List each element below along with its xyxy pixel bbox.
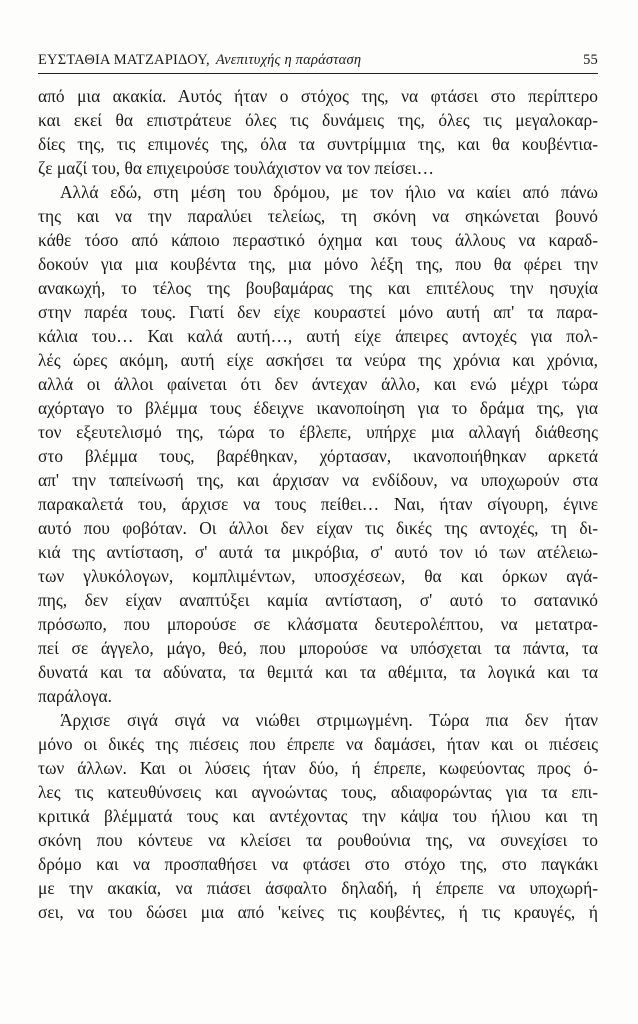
text-line: δοκούν για μια κουβέντα της, μια μόνο λέξη της, που θα φέρει την (38, 254, 598, 274)
header-rule (38, 73, 598, 74)
text-line: λες τις κατευθύνσεις και αγνοώντας τους, αδιαφορώντας για τα επι- (38, 782, 598, 802)
text-line: κιά της αντίσταση, σ' αυτά τα μικρόβια, σ' αυτό τον ιό των ατέλειω- (38, 542, 598, 562)
text-line: λές ώρες ακόμη, αυτή είχε ασκήσει τα νεύρα της χρόνια και χρόνια, (38, 350, 598, 370)
book-title: Ανεπιτυχής η παράσταση (215, 52, 362, 68)
paragraph-first-line: Αλλά εδώ, στη μέση του δρόμου, με τον ήλιο να καίει από πάνω (60, 182, 598, 202)
text-line: κριτικά βλέμματά τους και αντέχοντας την κάψα του ήλιου και τη (38, 806, 598, 826)
text-line: με την ακακία, να πιάσει άσφαλτο δηλαδή, ή έπρεπε να υποχωρή- (38, 878, 598, 898)
text-line: πρόσωπο, που μπορούσε σε κλάσματα δευτερολέπτου, να μετατρα- (38, 614, 598, 634)
text-line: σει, να του δώσει μια από 'κείνες τις κουβέντες, ή τις κραυγές, ή (38, 902, 598, 922)
running-header-author (38, 49, 361, 71)
text-line: πης, δεν είχαν αναπτύξει καμία αντίσταση, σ' αυτό το σατανικό (38, 590, 598, 610)
text-line: και εκεί θα επιστράτευε όλες τις δυνάμεις της, όλες τις μεγαλοκαρ- (38, 110, 598, 130)
text-line: των άλλων. Και οι λύσεις ήταν δύο, ή έπρεπε, κωφεύοντας προς ό- (38, 758, 598, 778)
text-line: παράλογα. (38, 686, 112, 706)
text-line: αυτό που φοβόταν. Οι άλλοι δεν είχαν τις δικές της αντοχές, τη δι- (38, 518, 598, 538)
text-line: των γλυκόλογων, κομπλιμέντων, υποσχέσεων, θα και όρκων αγά- (38, 566, 598, 586)
text-line: αλλά οι άλλοι φαίνεται ότι δεν άντεχαν άλλο, και ενώ μέχρι τώρα (38, 374, 598, 394)
text-line: τον εξευτελισμό της, τώρα το έβλεπε, υπήρχε μια αλλαγή διάθεσης (38, 422, 598, 442)
text-line: δρόμο και να προσπαθήσει να φτάσει στο στόχο της, στο παγκάκι (38, 854, 598, 874)
text-line: της και να την παραλύει τελείως, τη σκόνη να σηκώνεται βουνό (38, 206, 598, 226)
text-line: ανακωχή, το τέλος της βουβαμάρας της και επιτέλους την ησυχία (38, 278, 598, 298)
text-line: μόνο οι δικές της πιέσεις που έπρεπε να δαμάσει, ήταν και οι πιέσεις (38, 734, 598, 754)
text-line: απ' την ταπείνωσή της, και άρχισαν να ενδίδουν, να υποχωρούν στα (38, 470, 598, 490)
text-line: σκόνη που κόντευε να κλείσει τα ρουθούνια της, να συνεχίσει το (38, 830, 598, 850)
text-line: ζε μαζί του, θα επιχειρούσε τουλάχιστον να τον πείσει… (38, 158, 434, 178)
text-line: κάθε τόσο από κάποιο περαστικό όχημα και τους άλλους να καραδ- (38, 230, 598, 250)
page-number: 55 (583, 52, 598, 68)
paragraph-first-line: Άρχισε σιγά σιγά να νιώθει στριμωγμένη. Τώρα πια δεν ήταν (60, 710, 598, 730)
text-line: αχόρταγο το βλέμμα τους έδειχνε ικανοποίηση για το δράμα της, για (38, 398, 598, 418)
body-text (38, 84, 598, 924)
text-line: δυνατά και τα αδύνατα, τα θεμιτά και τα αθέμιτα, τα λογικά και τα (38, 662, 598, 682)
text-line: κάλια του… Και καλά αυτή…, αυτή είχε άπειρες αντοχές για πολ- (38, 326, 598, 346)
author-name: ΕΥΣΤΑΘΙΑ ΜΑΤΖΑΡΙΔΟΥ, (38, 52, 210, 68)
text-line: στο βλέμμα τους, βαρέθηκαν, χόρτασαν, ικανοποιήθηκαν αρκετά (38, 446, 598, 466)
running-header (38, 49, 598, 71)
text-line: δίες της, τις επιμονές της, όλα τα συντρίμμια της, και θα κουβέντια- (38, 134, 598, 154)
text-line: παρακαλετά του, άρχισε να τους πείθει… Ναι, ήταν σίγουρη, έγινε (38, 494, 598, 514)
text-line: από μια ακακία. Αυτός ήταν ο στόχος της, να φτάσει στο περίπτερο (38, 86, 598, 106)
text-line: στην παρέα τους. Γιατί δεν είχε κουραστεί μόνο αυτή απ' τα παρα- (38, 302, 598, 322)
text-line: πεί σε άγγελο, μάγο, θεό, που μπορούσε να υπόσχεται τα πάντα, τα (38, 638, 598, 658)
